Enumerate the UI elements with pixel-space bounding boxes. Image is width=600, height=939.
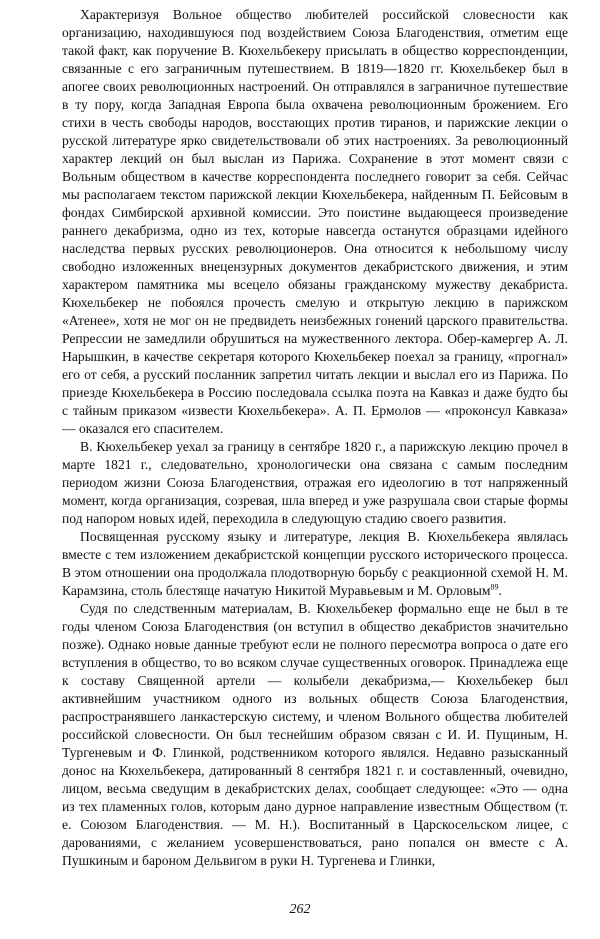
paragraph-3-text: Посвященная русскому языку и литературе, лекция В. Кюхельбекера являлась вместе с тем изложением декабристской концепции русского исторического процесса. В этом отношении она продолжала плодотворную борьбу с реакционной схемой Н. М. Карамзина, столь блестяще начатую Никитой Муравьевым и М. Орловым — [62, 529, 568, 598]
paragraph-3 — [62, 528, 568, 600]
page-body — [62, 6, 568, 870]
page-number: 262 — [289, 902, 311, 917]
paragraph-1: Характеризуя Вольное общество любителей российской словесности как организацию, находившуюся под воздействием Союза Благоденствия, отметим еще такой факт, как поручение В. Кюхельбекеру присылать в общество корреспонденции, связанные с его заграничным путешествием. В 1819—1820 гг. Кюхельбекер был в апогее своих революционных настроений. Он отправлялся в заграничное путешествие в ту пору, когда Западная Европа была охвачена революционным брожением. Его стихи в честь свободы народов, восстающих против тиранов, и парижские лекции о русской литературе ярко свидетельствовали об этих настроениях. За революционный характер лекций он был выслан из Парижа. Сохранение в этот момент связи с Вольным обществом в качестве корреспондента последнего говорит за себя. Сейчас мы располагаем текстом парижской лекции Кюхельбекера, найденным П. Бейсовым в фондах Симбирской архивной комиссии. Это поистине выдающееся произведение раннего декабризма, одно из тех, которые навсегда останутся образцами идейного наследства первых русских революционеров. Она относится к небольшому числу свободно изложенных внецензурных документов декабристского движения, и этим характером памятника мы всецело обязаны гражданскому мужеству декабриста. Кюхельбекер не побоялся прочесть смелую и открытую лекцию в парижском «Атенее», хотя не мог он не предвидеть неизбежных гонений царского правительства. Репрессии не замедлили обрушиться на мужественного лектора. Обер-камергер А. Л. Нарышкин, в качестве секретаря которого Кюхельбекер поехал за границу, «прогнал» его от себя, а русский посланник запретил читать лекции и выслал его из Парижа. По приезде Кюхельбекера в Россию последовала ссылка поэта на Кавказ и даже будто бы с тайным приказом «извести Кюхельбекера». А. П. Ермолов — «проконсул Кавказа» — оказался его спасителем. — [62, 7, 568, 436]
paragraph-2: В. Кюхельбекер уехал за границу в сентябре 1820 г., а парижскую лекцию прочел в марте 1821 г., следовательно, хронологически она связана с самым последним периодом жизни Союза Благоденствия, отражая его идеологию в тот напряженный момент, когда организация, созревая, шла вперед и уже разрушала свои старые формы под напором новых идей, переходила в следующую стадию своего развития. — [62, 439, 568, 526]
paragraph-4: Судя по следственным материалам, В. Кюхельбекер формально еще не был в те годы членом Союза Благоденствия (он вступил в общество декабристов значительно позже). Однако новые данные требуют если не полного пересмотра вопроса о дате его вступления в общество, то во всяком случае существенных оговорок. Принадлежа еще к составу Священной артели — колыбели декабризма,— Кюхельбекер был активнейшим участником одного из вольных обществ Союза Благоденствия, распространявшего ланкастерскую систему, и членом Вольного общества любителей российской словесности. Он был теснейшим образом связан с И. И. Пущиным, Н. Тургеневым и Ф. Глинкой, родственником которого являлся. Недавно разысканный донос на Кюхельбекера, датированный 8 сентября 1821 г. и составленный, очевидно, лицом, весьма сведущим в декабристских делах, сообщает следующее: «Это — одна из тех пламенных голов, которым дано дурное направление известным Обществом (т. е. Союзом Благоденствия. — М. Н.). Воспитанный в Царскосельском лицее, с дарованиями, с желанием усовершенствоваться, рано попался он вместе с А. Пушкиным и бароном Дельвигом в руки Н. Тургенева и Глинки, — [62, 601, 568, 868]
paragraph-3-end: . — [498, 583, 502, 598]
footnote-marker: 89 — [490, 582, 499, 592]
